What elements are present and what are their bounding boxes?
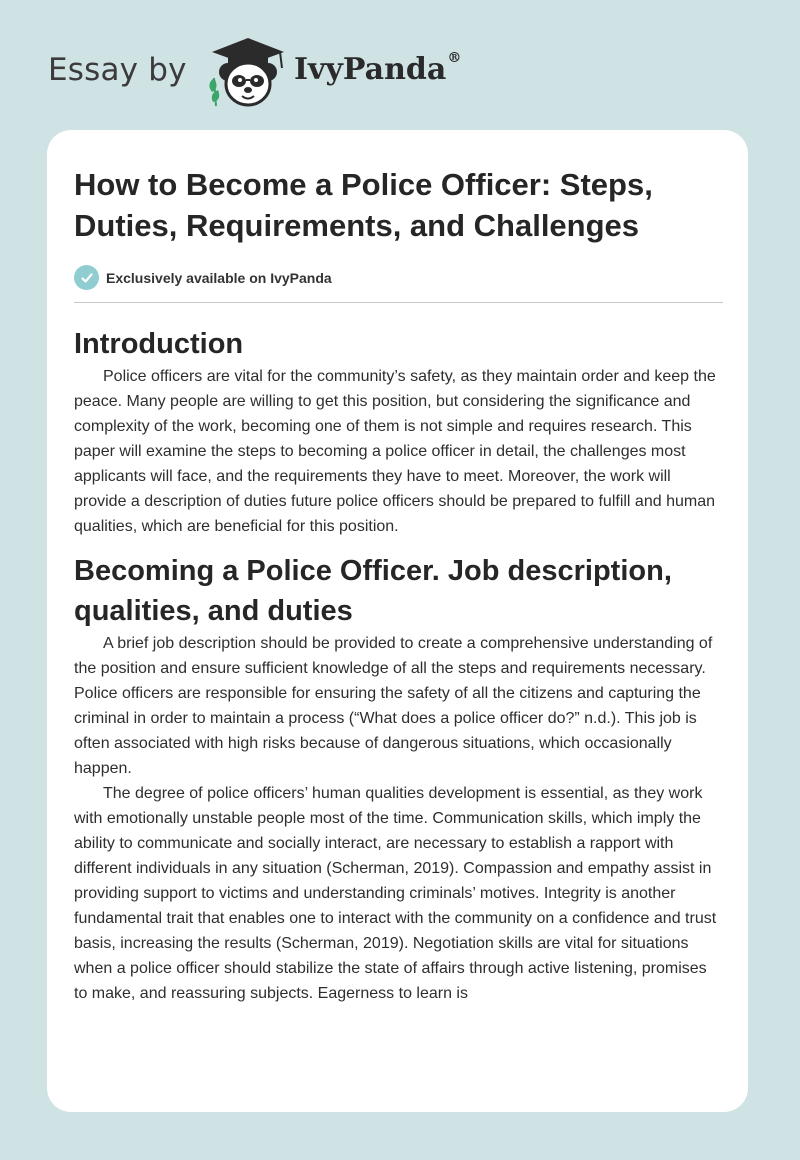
essay-card bbox=[47, 130, 748, 1112]
paragraph: A brief job description should be provided to create a comprehensive understanding of the position and ensure sufficient knowledge of all the steps and requirements necessary. Police officers are responsible for ensuring the safety of all the citizens and capturing the criminal in order to maintain a process (“What does a police officer do?” n.d.). This job is often associated with high risks because of dangerous situations, which occasionally happen. bbox=[74, 635, 713, 777]
ivypanda-logo-icon[interactable] bbox=[200, 34, 296, 110]
paragraph: The degree of police officers’ human qualities development is essential, as they work with emotionally unstable people most of the time. Communication skills, which imply the ability to communicate and socially interact, are necessary to establish a rapport with different individuals in any situation (Scherman, 2019). Compassion and empathy assist in providing support to victims and understanding criminals’ motives. Integrity is another fundamental trait that enables one to interact with the community on a confidence and trust basis, increasing the results (Scherman, 2019). Negotiation skills are vital for situations when a police officer should stabilize the state of affairs through active listening, promises to make, and reassuring subjects. Eagerness to learn is bbox=[74, 785, 717, 1002]
registered-mark: ® bbox=[447, 50, 462, 66]
paragraph: Police officers are vital for the community’s safety, as they maintain order and keep the peace. Many people are willing to get this position, but considering the significance and complexity of the work, becoming one of them is not simple and requires research. This paper will examine the steps to becoming a police officer in detail, the challenges most applicants will face, and the requirements they have to meet. Moreover, the work will provide a description of duties future police officers should be prepared to fulfill and human qualities, which are beneficial for this position. bbox=[74, 368, 716, 535]
essay-by-label: Essay by bbox=[48, 52, 187, 88]
ivypanda-brand-name[interactable]: IvyPanda® bbox=[294, 50, 462, 87]
section-heading-introduction: Introduction bbox=[74, 328, 244, 360]
checkmark-icon bbox=[74, 265, 99, 290]
page-title: How to Become a Police Officer: Steps, Duties, Requirements, and Challenges bbox=[74, 167, 653, 243]
site-header bbox=[0, 0, 800, 130]
section-heading-becoming-officer: Becoming a Police Officer. Job description, qualities, and duties bbox=[74, 555, 672, 627]
divider bbox=[74, 302, 723, 303]
exclusive-badge bbox=[74, 265, 724, 290]
exclusive-label: Exclusively available on IvyPanda bbox=[106, 269, 332, 286]
